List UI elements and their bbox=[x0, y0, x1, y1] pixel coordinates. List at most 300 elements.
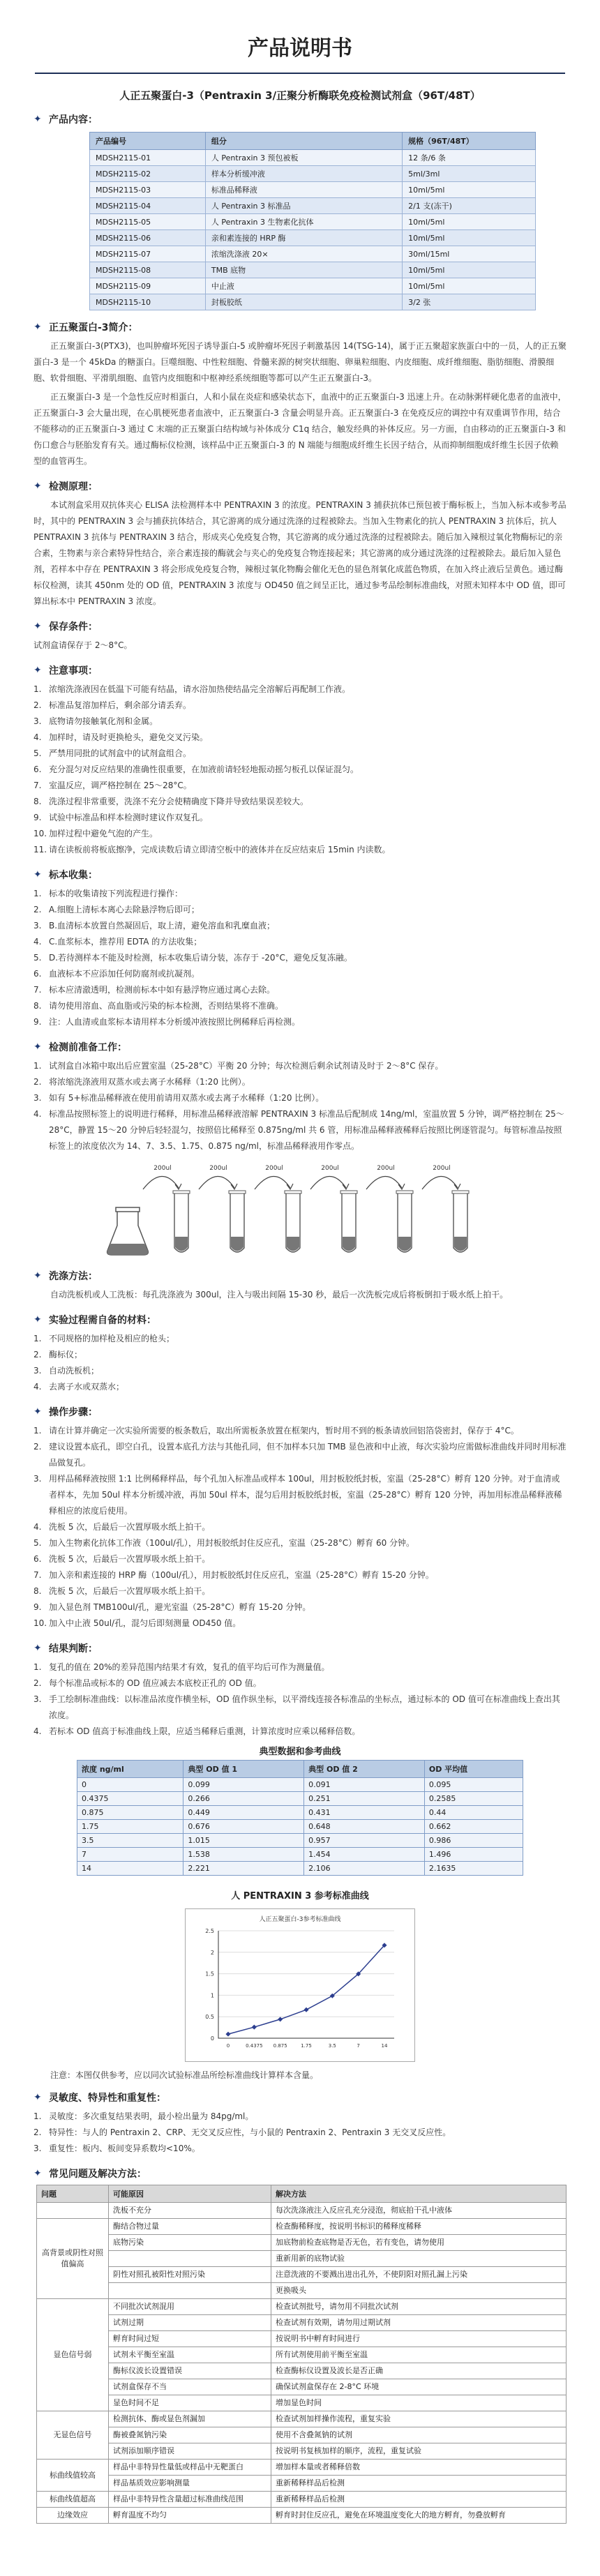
table-cell: 3.5 bbox=[77, 1834, 183, 1848]
table-row bbox=[77, 1862, 523, 1876]
list-number: 1. bbox=[33, 1662, 42, 1672]
section-heading: ✦ 操作步骤： bbox=[33, 1406, 98, 1418]
list-text: 手工绘制标准曲线：以标准品浓度作横坐标，OD 值作纵坐标，以平滑线连接各标准品的坐标点，通过标本的 OD 值可在标准曲线上查出其浓度。 bbox=[49, 1694, 560, 1720]
table-cell: 14 bbox=[77, 1862, 183, 1876]
faq-solution: 检查试剂批号，请勿用不同批次试剂 bbox=[271, 2299, 567, 2315]
table-cell: 1.454 bbox=[304, 1848, 425, 1862]
table-cell: 1.496 bbox=[424, 1848, 523, 1862]
table-cell: 2.1635 bbox=[424, 1862, 523, 1876]
list-number: 3. bbox=[33, 716, 42, 726]
table-cell: 0.2585 bbox=[424, 1792, 523, 1806]
table-row bbox=[37, 2219, 567, 2235]
list-number: 6. bbox=[33, 1554, 42, 1564]
table-cell: MDSH2115-02 bbox=[90, 166, 206, 182]
table-row bbox=[77, 1848, 523, 1862]
list-number: 2. bbox=[33, 2127, 42, 2137]
faq-solution: 重新稀释样品后检测 bbox=[271, 2476, 567, 2492]
faq-solution: 检查酶稀释度，按说明书标识的稀释度稀释 bbox=[271, 2219, 567, 2235]
faq-cause: 酶被叠氮钠污染 bbox=[109, 2427, 271, 2443]
table-cell: 30ml/15ml bbox=[403, 246, 536, 262]
tube-liquid bbox=[231, 1237, 243, 1251]
perf-section bbox=[33, 2091, 567, 2157]
materials-list bbox=[33, 1331, 567, 1395]
table-row bbox=[77, 1792, 523, 1806]
list-item bbox=[33, 998, 567, 1014]
list-number: 7. bbox=[33, 1570, 42, 1580]
faq-cause: 底物污染 bbox=[109, 2235, 271, 2251]
calc-list bbox=[33, 1659, 567, 1740]
table-cell: 0.095 bbox=[424, 1778, 523, 1792]
list-text: B.血清标本放置自然凝固后，取上清，避免溶血和乳糜血液； bbox=[49, 921, 276, 931]
page-title: 产品说明书 bbox=[248, 36, 352, 61]
chart-inner-title: 人正五聚蛋白-3参考标准曲线 bbox=[259, 1916, 341, 1923]
list-item bbox=[33, 746, 567, 762]
list-item bbox=[33, 934, 567, 950]
table-row bbox=[37, 2251, 567, 2267]
list-item bbox=[33, 918, 567, 934]
table-cell: 人 Pentraxin 3 生物素化抗体 bbox=[205, 214, 402, 230]
list-text: 底物请勿接触氧化剂和金属。 bbox=[49, 716, 158, 726]
list-item bbox=[33, 1675, 567, 1692]
list-number: 1. bbox=[33, 684, 42, 694]
intro-section bbox=[33, 320, 567, 469]
list-number: 6. bbox=[33, 764, 42, 774]
table-row bbox=[77, 1806, 523, 1820]
table-cell: MDSH2115-03 bbox=[90, 182, 206, 198]
tube-liquid bbox=[343, 1237, 355, 1251]
list-text: D.若待测样本不能及时检测，标本收集后请分装，冻存于 -20°C，避免反复冻融。 bbox=[49, 953, 352, 963]
faq-solution: 使用不含叠氮钠的试剂 bbox=[271, 2427, 567, 2443]
list-item bbox=[33, 1692, 567, 1724]
od-table bbox=[77, 1760, 523, 1876]
table-row bbox=[90, 294, 536, 310]
star-icon: ✦ bbox=[33, 1270, 42, 1281]
faq-cause: 酶标仪波长设置错误 bbox=[109, 2363, 271, 2379]
list-number: 8. bbox=[33, 797, 42, 806]
star-icon: ✦ bbox=[33, 869, 42, 880]
standard-curve-chart bbox=[185, 1908, 415, 2062]
table-cell: MDSH2115-06 bbox=[90, 230, 206, 246]
section-heading: ✦ 检测前准备工作： bbox=[33, 1041, 127, 1053]
transfer-arrow bbox=[199, 1176, 234, 1189]
list-number: 4. bbox=[33, 732, 42, 742]
y-tick-label: 0 bbox=[210, 2035, 214, 2042]
volume-label: 200ul bbox=[433, 1165, 451, 1172]
section-heading: ✦ 正五聚蛋白-3简介： bbox=[33, 322, 138, 333]
list-item bbox=[33, 2125, 567, 2141]
dilution-diagram bbox=[105, 1161, 495, 1259]
faq-solution: 更换吸头 bbox=[271, 2283, 567, 2299]
materials-section bbox=[33, 1313, 567, 1395]
tube-rim bbox=[396, 1191, 413, 1193]
x-tick-label: 0.4375 bbox=[246, 2043, 263, 2049]
faq-solution: 所有试剂使用前平衡至室温 bbox=[271, 2347, 567, 2363]
faq-cause: 试剂添加顺序错误 bbox=[109, 2443, 271, 2460]
list-number: 9. bbox=[33, 813, 42, 822]
table-row bbox=[37, 2476, 567, 2492]
tube-liquid bbox=[175, 1237, 188, 1251]
table-cell: 0.662 bbox=[424, 1820, 523, 1834]
star-icon: ✦ bbox=[33, 322, 42, 333]
faq-solution: 增加样本量或者稀释倍数 bbox=[271, 2460, 567, 2476]
table-row bbox=[90, 262, 536, 278]
list-item bbox=[33, 1423, 567, 1439]
faq-solution: 按说明书复核加样的顺序，流程，重复试验 bbox=[271, 2443, 567, 2460]
table-cell: 0.449 bbox=[183, 1806, 304, 1820]
chart-note: 注意：本图仅供参考，应以同次试验标准品所绘标准曲线计算样本含量。 bbox=[50, 2070, 319, 2080]
list-text: 加入生物素化抗体工作液（100ul/孔），用封板胶纸封住反应孔，室温（25-28°C）孵育 60 分钟。 bbox=[49, 1538, 415, 1548]
list-number: 2. bbox=[33, 905, 42, 914]
list-text: 加样过程中避免气泡的产生。 bbox=[49, 829, 158, 838]
list-number: 1. bbox=[33, 2111, 42, 2121]
standard-section bbox=[33, 1040, 567, 1259]
list-text: A.细胞上清标本离心去除悬浮物后即可； bbox=[49, 905, 200, 914]
list-item bbox=[33, 1535, 567, 1551]
table-cell: 样本分析缓冲液 bbox=[205, 166, 402, 182]
faq-cause: 阴性对照孔被阳性对照污染 bbox=[109, 2267, 271, 2283]
faq-cause: 洗板不充分 bbox=[109, 2203, 271, 2219]
sample-list bbox=[33, 886, 567, 1030]
table-cell: TMB 底物 bbox=[205, 262, 402, 278]
table-header: OD 平均值 bbox=[424, 1761, 523, 1778]
list-item bbox=[33, 1058, 567, 1074]
transfer-arrow bbox=[255, 1176, 290, 1189]
table-cell: 12 条/6 条 bbox=[403, 150, 536, 166]
list-text: 请在计算并确定一次实验所需要的板条数后，取出所需板条放置在框架内，暂时用不到的板条请放回铝箔袋密封，保存于 4°C。 bbox=[49, 1426, 519, 1436]
list-number: 1. bbox=[33, 1061, 42, 1071]
table-cell: 亲和素连接的 HRP 酶 bbox=[205, 230, 402, 246]
list-item bbox=[33, 730, 567, 746]
section-heading: ✦ 常见问题及解决方法： bbox=[33, 2168, 147, 2180]
storage-section bbox=[33, 619, 567, 654]
list-text: 加入亲和素连接的 HRP 酶（100ul/孔），用封板胶纸封住反应孔，室温（25-28°C）孵育 15-20 分钟。 bbox=[49, 1570, 434, 1580]
section-heading: ✦ 保存条件： bbox=[33, 621, 98, 633]
list-item bbox=[33, 1439, 567, 1471]
list-number: 11. bbox=[33, 845, 47, 854]
faq-section bbox=[33, 2167, 567, 2524]
faq-solution: 增加显色时间 bbox=[271, 2395, 567, 2411]
faq-solution: 注意洗液的不要溅出进出孔外，不使阴阳对照孔漏上污染 bbox=[271, 2267, 567, 2283]
faq-cause bbox=[109, 2251, 271, 2267]
list-number: 9. bbox=[33, 1017, 42, 1027]
faq-problem: 无显色信号 bbox=[37, 2411, 109, 2460]
transfer-arrow bbox=[310, 1176, 346, 1189]
test-tube-icon bbox=[310, 1165, 357, 1252]
star-icon: ✦ bbox=[33, 2092, 42, 2103]
table-row bbox=[77, 1778, 523, 1792]
list-item bbox=[33, 1090, 567, 1106]
list-text: 不同规格的加样枪及相应的枪头； bbox=[49, 1334, 175, 1343]
list-text: 洗板 5 次，后最后一次置厚吸水纸上拍干。 bbox=[49, 1522, 211, 1532]
list-text: 洗涤过程非常重要，洗涤不充分会使精确度下降并导致结果误差较大。 bbox=[49, 797, 309, 806]
chart-frame bbox=[186, 1909, 415, 2062]
tube-liquid bbox=[287, 1237, 299, 1251]
table-cell: 人 Pentraxin 3 预包被板 bbox=[205, 150, 402, 166]
table-row bbox=[90, 230, 536, 246]
table-row bbox=[37, 2203, 567, 2219]
table-cell: 2.106 bbox=[304, 1862, 425, 1876]
table-row bbox=[37, 2411, 567, 2427]
list-text: 注：人血清或血浆标本请用样本分析缓冲液按照比例稀释后再检测。 bbox=[49, 1017, 301, 1027]
faq-cause: 样品中非特异性含量超过标准曲线范围 bbox=[109, 2492, 271, 2508]
faq-solution: 重新用新的底物试验 bbox=[271, 2251, 567, 2267]
table-cell: 10ml/5ml bbox=[403, 214, 536, 230]
table-header: 规格（96T/48T） bbox=[403, 133, 536, 150]
table-row bbox=[37, 2283, 567, 2299]
list-item bbox=[33, 1014, 567, 1030]
list-text: 请勿使用溶血、高血脂或污染的标本检测，否则结果将不准确。 bbox=[49, 1001, 284, 1011]
table-header: 可能原因 bbox=[109, 2185, 271, 2203]
section-heading: ✦ 产品内容： bbox=[33, 114, 98, 126]
faq-cause: 样品基质效应影响测量 bbox=[109, 2476, 271, 2492]
table-row bbox=[37, 2492, 567, 2508]
list-item bbox=[33, 966, 567, 982]
x-tick-label: 14 bbox=[381, 2043, 388, 2049]
list-text: 去离子水或双蒸水； bbox=[49, 1382, 125, 1392]
list-number: 1. bbox=[33, 889, 42, 898]
table-cell: 中止液 bbox=[205, 278, 402, 294]
test-tube-icon bbox=[366, 1165, 413, 1252]
star-icon: ✦ bbox=[33, 1406, 42, 1417]
list-number: 2. bbox=[33, 700, 42, 710]
faq-solution: 按说明书中孵育时间进行 bbox=[271, 2331, 567, 2347]
sample-section bbox=[33, 868, 567, 1030]
list-number: 2. bbox=[33, 1350, 42, 1359]
faq-cause: 孵育时间过短 bbox=[109, 2331, 271, 2347]
table-cell: 0.44 bbox=[424, 1806, 523, 1820]
wash-section bbox=[33, 1269, 567, 1303]
list-text: 将浓缩洗涤液用双蒸水或去离子水稀释（1:20 比例）。 bbox=[49, 1077, 250, 1087]
list-text: 加入显色剂 TMB100ul/孔，避光室温（25-28°C）孵育 15-20 分钟。 bbox=[49, 1602, 311, 1612]
list-item bbox=[33, 1331, 567, 1347]
list-item bbox=[33, 842, 567, 858]
faq-solution: 检查酶标仪设置及波长是否正确 bbox=[271, 2363, 567, 2379]
list-item bbox=[33, 2141, 567, 2157]
table-cell: 0.676 bbox=[183, 1820, 304, 1834]
table-header: 产品编号 bbox=[90, 133, 206, 150]
table-cell: 0.957 bbox=[304, 1834, 425, 1848]
chart-title: 人 PENTRAXIN 3 参考标准曲线 bbox=[231, 1891, 369, 1901]
list-item bbox=[33, 810, 567, 826]
y-tick-label: 1 bbox=[210, 1992, 214, 1999]
volume-label: 200ul bbox=[265, 1165, 283, 1172]
list-text: 浓缩洗涤液因在低温下可能有结晶，请水浴加热使结晶完全溶解后再配制工作液。 bbox=[49, 684, 351, 694]
list-number: 2. bbox=[33, 1442, 42, 1452]
star-icon: ✦ bbox=[33, 1643, 42, 1654]
test-tube-icon bbox=[255, 1165, 301, 1252]
section-heading: ✦ 洗涤方法： bbox=[33, 1270, 98, 1282]
transfer-arrow bbox=[143, 1176, 179, 1189]
list-item bbox=[33, 1659, 567, 1675]
star-icon: ✦ bbox=[33, 1314, 42, 1325]
steps-list bbox=[33, 1423, 567, 1632]
table-cell: MDSH2115-01 bbox=[90, 150, 206, 166]
list-number: 9. bbox=[33, 1602, 42, 1612]
y-tick-label: 0.5 bbox=[205, 2014, 214, 2021]
table-row bbox=[37, 2299, 567, 2315]
table-header: 解决方法 bbox=[271, 2185, 567, 2203]
faq-cause: 酶结合物过量 bbox=[109, 2219, 271, 2235]
list-number: 8. bbox=[33, 1586, 42, 1596]
table-row bbox=[37, 2427, 567, 2443]
dilution-figure bbox=[33, 1161, 567, 1259]
table-cell: 0.986 bbox=[424, 1834, 523, 1848]
list-item bbox=[33, 1471, 567, 1519]
faq-cause: 试剂过期 bbox=[109, 2315, 271, 2331]
faq-solution: 每次洗涤液注入反应孔充分浸泡，彻底拍干孔中液体 bbox=[271, 2203, 567, 2219]
faq-cause bbox=[109, 2283, 271, 2299]
table-row bbox=[37, 2315, 567, 2331]
list-text: 标本的收集请按下列流程进行操作： bbox=[49, 889, 183, 898]
x-tick-label: 3.5 bbox=[328, 2043, 336, 2049]
list-text: 严禁用同批的试剂盒中的试剂盒组合。 bbox=[49, 748, 192, 758]
list-item bbox=[33, 2109, 567, 2125]
notes-list bbox=[33, 681, 567, 858]
table-row bbox=[37, 2460, 567, 2476]
list-item bbox=[33, 1599, 567, 1615]
list-text: 标准品复溶加样后，剩余部分请丢弃。 bbox=[49, 700, 192, 710]
x-tick-label: 0.875 bbox=[273, 2043, 287, 2049]
faq-problem: 显色信号弱 bbox=[37, 2299, 109, 2411]
transfer-arrow bbox=[366, 1176, 402, 1189]
faq-solution: 加底物前检查底物是否无色，若有变色，请勿使用 bbox=[271, 2235, 567, 2251]
table-row bbox=[37, 2267, 567, 2283]
table-cell: 3/2 张 bbox=[403, 294, 536, 310]
table-cell: MDSH2115-10 bbox=[90, 294, 206, 310]
table-cell: MDSH2115-08 bbox=[90, 262, 206, 278]
table-cell: 0.099 bbox=[183, 1778, 304, 1792]
y-tick-label: 2.5 bbox=[205, 1928, 214, 1934]
list-number: 3. bbox=[33, 1093, 42, 1103]
y-tick-label: 2 bbox=[210, 1949, 214, 1956]
tube-liquid bbox=[398, 1237, 411, 1251]
list-number: 2. bbox=[33, 1678, 42, 1688]
table-cell: 浓缩洗涤液 20× bbox=[205, 246, 402, 262]
table-cell: MDSH2115-07 bbox=[90, 246, 206, 262]
test-tube-icon bbox=[143, 1165, 190, 1252]
intro-paragraph: 正五聚蛋白-3(PTX3)，也叫肿瘤坏死因子诱导蛋白-5 或肿瘤坏死因子刺激基因 14(TSG-14)，属于正五聚超家族蛋白中的一员，人的正五聚蛋白-3 是一个 45kDa 的糖蛋白。巨噬细胞、中性粒细胞、骨髓来源的树突状细胞、卵巢粒细胞、内皮细胞、成纤维细胞、脂肪细胞、滑膜细胞、软骨细胞、平滑肌细胞、血管内皮细胞和中枢神经系统细胞等都可以产生正五聚蛋白-3。 bbox=[33, 341, 567, 383]
test-tube-icon bbox=[199, 1165, 246, 1252]
list-item bbox=[33, 794, 567, 810]
table-cell: 1.015 bbox=[183, 1834, 304, 1848]
faq-cause: 试剂未平衡至室温 bbox=[109, 2347, 271, 2363]
tube-rim bbox=[452, 1191, 469, 1193]
list-item bbox=[33, 886, 567, 902]
tube-rim bbox=[229, 1191, 246, 1193]
list-number: 6. bbox=[33, 969, 42, 979]
list-number: 1. bbox=[33, 1334, 42, 1343]
list-text: 建议设置本底孔，即空白孔，设置本底孔方法与其他孔同，但不加样本只加 TMB 显色液和中止液，每次实验均应需做标准曲线并同时用标准品做复孔。 bbox=[49, 1442, 567, 1468]
flask-icon bbox=[107, 1207, 149, 1255]
table-cell: 0.266 bbox=[183, 1792, 304, 1806]
list-text: 血液标本不应添加任何防腐剂或抗凝剂。 bbox=[49, 969, 200, 979]
list-text: 自动洗板机； bbox=[49, 1366, 100, 1376]
components-table bbox=[89, 132, 536, 310]
faq-problem: 高背景或阴性对照值偏高 bbox=[37, 2219, 109, 2299]
faq-solution: 孵育时封住反应孔，避免在环境温度变化大的地方孵育，勿叠放孵育 bbox=[271, 2508, 567, 2524]
list-item bbox=[33, 982, 567, 998]
list-number: 4. bbox=[33, 1109, 42, 1119]
intro-paragraph: 正五聚蛋白-3 是一个急性反应时相蛋白，人和小鼠在炎症和感染状态下，血液中的正五聚蛋白-3 迅速上升。在动脉粥样硬化患者的血液中，正五聚蛋白-3 会大量出现，在心肌梗死患者血液中，正五聚蛋白-3 含量会明显升高。正五聚蛋白-3 在免疫反应的调控中有双重调节作用，结合不能移动的正五聚蛋白-3 通过 C 末端的正五聚蛋白结构域与补体成分 C1q 结合，触发经典的补体反应。另一方面，自由移动的正五聚蛋白-3 和伤口愈合与胚胎发育有关。通过酶标仪检测，该样品中正五聚蛋白-3 的 N 端能与细胞成纤维生长因子结合，从而抑制细胞成纤维生长因子依赖型的血管再生。 bbox=[33, 392, 567, 466]
steps-section bbox=[33, 1405, 567, 1632]
star-icon: ✦ bbox=[33, 2168, 42, 2179]
table-row bbox=[90, 182, 536, 198]
list-text: 复孔的值在 20%的差异范围内结果才有效，复孔的值平均后可作为测量值。 bbox=[49, 1662, 330, 1672]
list-number: 10. bbox=[33, 829, 47, 838]
list-text: 试验中标准品和样本检测时建议作双复孔。 bbox=[49, 813, 209, 822]
list-text: 若标本 OD 值高于标准曲线上限，应适当稀释后重测，计算浓度时应乘以稀释倍数。 bbox=[49, 1726, 361, 1736]
list-number: 4. bbox=[33, 937, 42, 947]
table-cell: 0.4375 bbox=[77, 1792, 183, 1806]
faq-cause: 不同批次试剂混用 bbox=[109, 2299, 271, 2315]
list-number: 4. bbox=[33, 1726, 42, 1736]
list-number: 3. bbox=[33, 1366, 42, 1376]
list-text: 如有 5+标准品稀释液在使用前请用双蒸水或去离子水稀释（1:20 比例）。 bbox=[49, 1093, 324, 1103]
table-cell: MDSH2115-05 bbox=[90, 214, 206, 230]
list-text: 试剂盒自冰箱中取出后应置室温（25-28°C）平衡 20 分钟；每次检测后剩余试剂请及时于 2～8°C 保存。 bbox=[49, 1061, 444, 1071]
tube-rim bbox=[340, 1191, 357, 1193]
table-row bbox=[37, 2508, 567, 2524]
table-cell: 标准品稀释液 bbox=[205, 182, 402, 198]
table-cell: 10ml/5ml bbox=[403, 230, 536, 246]
table-cell: 7 bbox=[77, 1848, 183, 1862]
perf-list bbox=[33, 2109, 567, 2157]
table-header: 组分 bbox=[205, 133, 402, 150]
faq-cause: 检测抗体、酶或显色剂漏加 bbox=[109, 2411, 271, 2427]
table-cell: 0.648 bbox=[304, 1820, 425, 1834]
table-header: 典型 OD 值 2 bbox=[304, 1761, 425, 1778]
list-text: 标本应清澈透明，检测前标本中如有悬浮物应通过离心去除。 bbox=[49, 985, 276, 995]
faq-solution: 确保试剂盒保存在 2-8°C 环境 bbox=[271, 2379, 567, 2395]
table-cell: 0.431 bbox=[304, 1806, 425, 1820]
list-item bbox=[33, 698, 567, 714]
list-text: 酶标仪； bbox=[49, 1350, 83, 1359]
table-row bbox=[90, 214, 536, 230]
star-icon: ✦ bbox=[33, 665, 42, 676]
table-cell: 人 Pentraxin 3 标准品 bbox=[205, 198, 402, 214]
table-cell: 2.221 bbox=[183, 1862, 304, 1876]
title-divider bbox=[35, 73, 565, 74]
volume-label: 200ul bbox=[153, 1165, 172, 1172]
table-row bbox=[77, 1820, 523, 1834]
table-cell: MDSH2115-09 bbox=[90, 278, 206, 294]
section-heading: ✦ 结果判断： bbox=[33, 1643, 98, 1655]
x-tick-label: 7 bbox=[357, 2043, 360, 2049]
list-number: 7. bbox=[33, 985, 42, 995]
tube-rim bbox=[173, 1191, 190, 1193]
list-number: 3. bbox=[33, 1474, 42, 1484]
list-item bbox=[33, 1347, 567, 1363]
notes-section bbox=[33, 663, 567, 858]
faq-solution: 检查试剂有效期，请勿用过期试剂 bbox=[271, 2315, 567, 2331]
list-text: 用样品稀释液按照 1:1 比例稀释样品，每个孔加入标准品或样本 100ul，用封板胶纸封板，室温（25-28°C）孵育 120 分钟。对于血清或者样本，先加 50ul 样本分析缓冲液，再加 50ul 样本，混匀后用封板胶纸封板，室温（25-28°C）孵育 120 分钟，再加用标准品稀释液稀释相应的浓度后使用。 bbox=[49, 1474, 562, 1516]
components-section bbox=[33, 112, 567, 310]
list-item bbox=[33, 778, 567, 794]
faq-problem bbox=[37, 2203, 109, 2219]
faq-cause: 孵育温度不均匀 bbox=[109, 2508, 271, 2524]
table-cell: MDSH2115-04 bbox=[90, 198, 206, 214]
faq-solution: 重新稀释样品后检测 bbox=[271, 2492, 567, 2508]
list-text: 室温反应，调严格控制在 25～28°C。 bbox=[49, 781, 192, 790]
table-row bbox=[37, 2379, 567, 2395]
product-subtitle: 人正五聚蛋白-3（Pentraxin 3/正聚分析酶联免疫检测试剂盒（96T/48T） bbox=[119, 89, 481, 102]
table-header: 典型 OD 值 1 bbox=[183, 1761, 304, 1778]
section-heading: ✦ 标本收集： bbox=[33, 869, 98, 881]
list-item bbox=[33, 1724, 567, 1740]
faq-table bbox=[36, 2185, 567, 2524]
table-cell: 10ml/5ml bbox=[403, 182, 536, 198]
list-text: 请在读板前将板底擦净，完成读数后请立即清空板中的液体并在反应结束后 15min 内读数。 bbox=[49, 845, 391, 854]
